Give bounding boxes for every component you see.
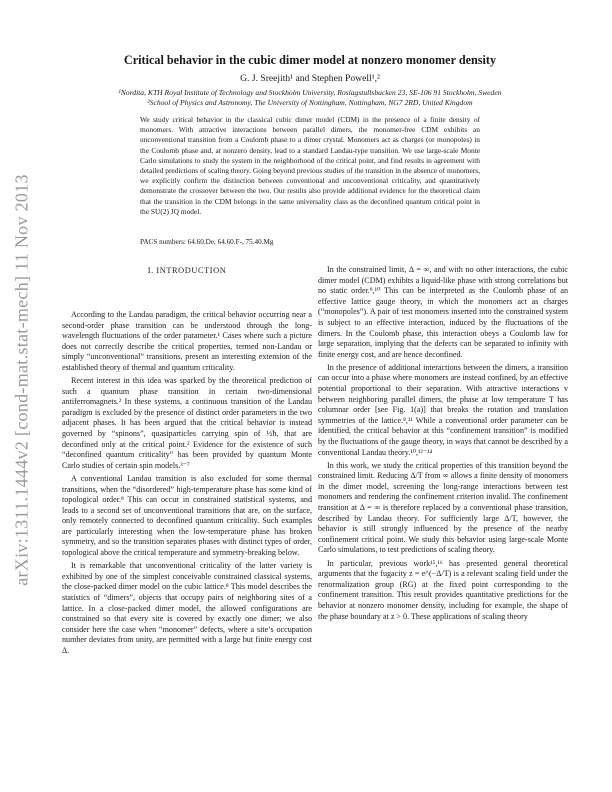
arxiv-stamp [4, 150, 40, 610]
arxiv-identifier: arXiv:1311.1444v2 [cond-mat.stat-mech] 11 Nov 2013 [11, 174, 32, 586]
pacs-numbers: PACS numbers: 64.60.De, 64.60.F-, 75.40.Mg [140, 238, 274, 246]
paper-title: Critical behavior in the cubic dimer model at nonzero monomer density [123, 53, 497, 67]
affiliation-1: ¹Nordita, KTH Royal Institute of Technology and Stockholm University, Roslagstullsbacken 23, SE-106 91 Stockholm, Sweden [118, 88, 502, 97]
body-paragraph: A conventional Landau transition is also excluded for some thermal transitions, when the “disordered” high-temperature phase has some kind of topological order.⁸ This can occur in constrained statistical systems, and leads to a second set of unconventional transitions that are, on the surface, only remotely connected to deconfined quantum criticality. Such examples are particularly interesting when the low-temperature phase has broken symmetry, and so the transition separates phases with distinct types of order, topological above the critical temperature and symmetry-breaking below. [62, 473, 312, 558]
section-heading: I. INTRODUCTION [147, 266, 227, 275]
body-paragraph: In particular, previous work¹⁵,¹⁶ has presented general theoretical arguments that the fugacity z = e^(−Δ/T) is a relevant scaling field under the renormalization group (RG) at the fixed point corresponding to the confinement transition. This result provides quantitative predictions for the behavior at nonzero monomer density, including for example, the shape of the phase boundary at z > 0. These applications of scaling theory [318, 558, 568, 621]
left-column [62, 265, 312, 659]
body-paragraph: It is remarkable that unconventional criticality of the latter variety is exhibited by one of the simplest conceivable constrained classical systems, the close-packed dimer model on the cubic lattice.⁸ This model describes the statistics of “dimers”, objects that occupy pairs of neighboring sites of a lattice. In a close-packed dimer model, the allowed configurations are constrained so that every site is covered by exactly one dimer; we also consider here the case when “monomer” defects, where a site’s occupation number deviates from unity, are permitted with a large but finite energy cost Δ. [62, 561, 312, 655]
body-paragraph: In the presence of additional interactions between the dimers, a transition can occur into a phase where monomers are instead confined, by an effective potential proportional to their separation. With attractive interactions v between neighboring parallel dimers, the phase at low temperature T has columnar order [see Fig. 1(a)] that breaks the rotation and translation symmetries of the lattice.⁸,¹¹ While a conventional order parameter can be identified, the critical behavior at this “confinement transition” is modified by the fluctuations of the gauge theory, in ways that cannot be described by a conventional Landau theory.¹⁰,¹²⁻¹⁴ [318, 362, 568, 457]
author-list: G. J. Sreejith¹ and Stephen Powell¹,² [240, 73, 380, 84]
body-paragraph: Recent interest in this idea was sparked by the theoretical prediction of such a quantum phase transition in certain two-dimensional antiferromagnets.² In these systems, a continuous transition of the Landau paradigm is excluded by the presence of distinct order parameters in the two adjacent phases. It has been argued that the critical behavior is instead governed by “spinons”, quasiparticles carrying spin of ½ħ, that are deconfined only at the critical point.² Evidence for the existence of such “deconfined quantum criticality” has been provided by quantum Monte Carlo studies of certain spin models.³⁻⁷ [62, 376, 312, 470]
body-paragraph: In the constrained limit, Δ = ∞, and with no other interactions, the cubic dimer model (CDM) exhibits a liquid-like phase with strong correlations but no static order.⁹,¹⁰ This can be interpreted as the Coulomb phase of an effective lattice gauge theory, in which the monomers act as charges (“monopoles”). A pair of test monomers inserted into the constrained system is subject to an effective interaction, induced by the fluctuations of the dimers. In the Coulomb phase, this interaction obeys a Coulomb law for large separation, implying that the defects can be separated to infinity with finite energy cost, and are hence deconfined. [318, 265, 568, 359]
body-paragraph: In this work, we study the critical properties of this transition beyond the constrained limit. Reducing Δ/T from ∞ allows a finite density of monomers in the dimer model, screening the long-range interactions between test monomers and rendering the confinement criterion invalid. The confinement transition at Δ = ∞ is therefore replaced by a conventional phase transition, described by Landau theory. For sufficiently large Δ/T, however, the behavior is still strongly influenced by the presence of the nearby confinement critical point. We study this behavior using large-scale Monte Carlo simulations, to test predictions of scaling theory. [318, 460, 568, 555]
abstract: We study critical behavior in the classical cubic dimer model (CDM) in the presence of a finite density of monomers. With attractive interactions between parallel dimers, the monomer-free CDM exhibits an unconventional transition from a Coulomb phase to a dimer crystal. Monomers act as charges (or monopoles) in the Coulomb phase and, at nonzero density, lead to a standard Landau-type transition. We use large-scale Monte Carlo simulations to study the system in the neighborhood of the critical point, and find results in agreement with detailed predictions of scaling theory. Going beyond previous studies of the transition in the absence of monomers, we explicitly confirm the distinction between conventional and unconventional criticality, and quantitatively demonstrate the crossover between the two. Our results also provide additional evidence for the theoretical claim that the transition in the CDM belongs in the same universality class as the deconfined quantum critical point in the SU(2) JQ model. [140, 115, 480, 216]
right-column [318, 265, 568, 625]
affiliation-2: ²School of Physics and Astronomy, The University of Nottingham, Nottingham, NG7 2RD, United Kingdom [147, 98, 473, 107]
body-paragraph: According to the Landau paradigm, the critical behavior occurring near a second-order phase transition can be understood through the long-wavelength fluctuations of the order parameter.¹ Cases where such a picture does not correctly describe the critical properties, termed non-Landau or simply “unconventional” transitions, present an interesting extension of the established theory of thermal and quantum criticality. [62, 310, 312, 372]
